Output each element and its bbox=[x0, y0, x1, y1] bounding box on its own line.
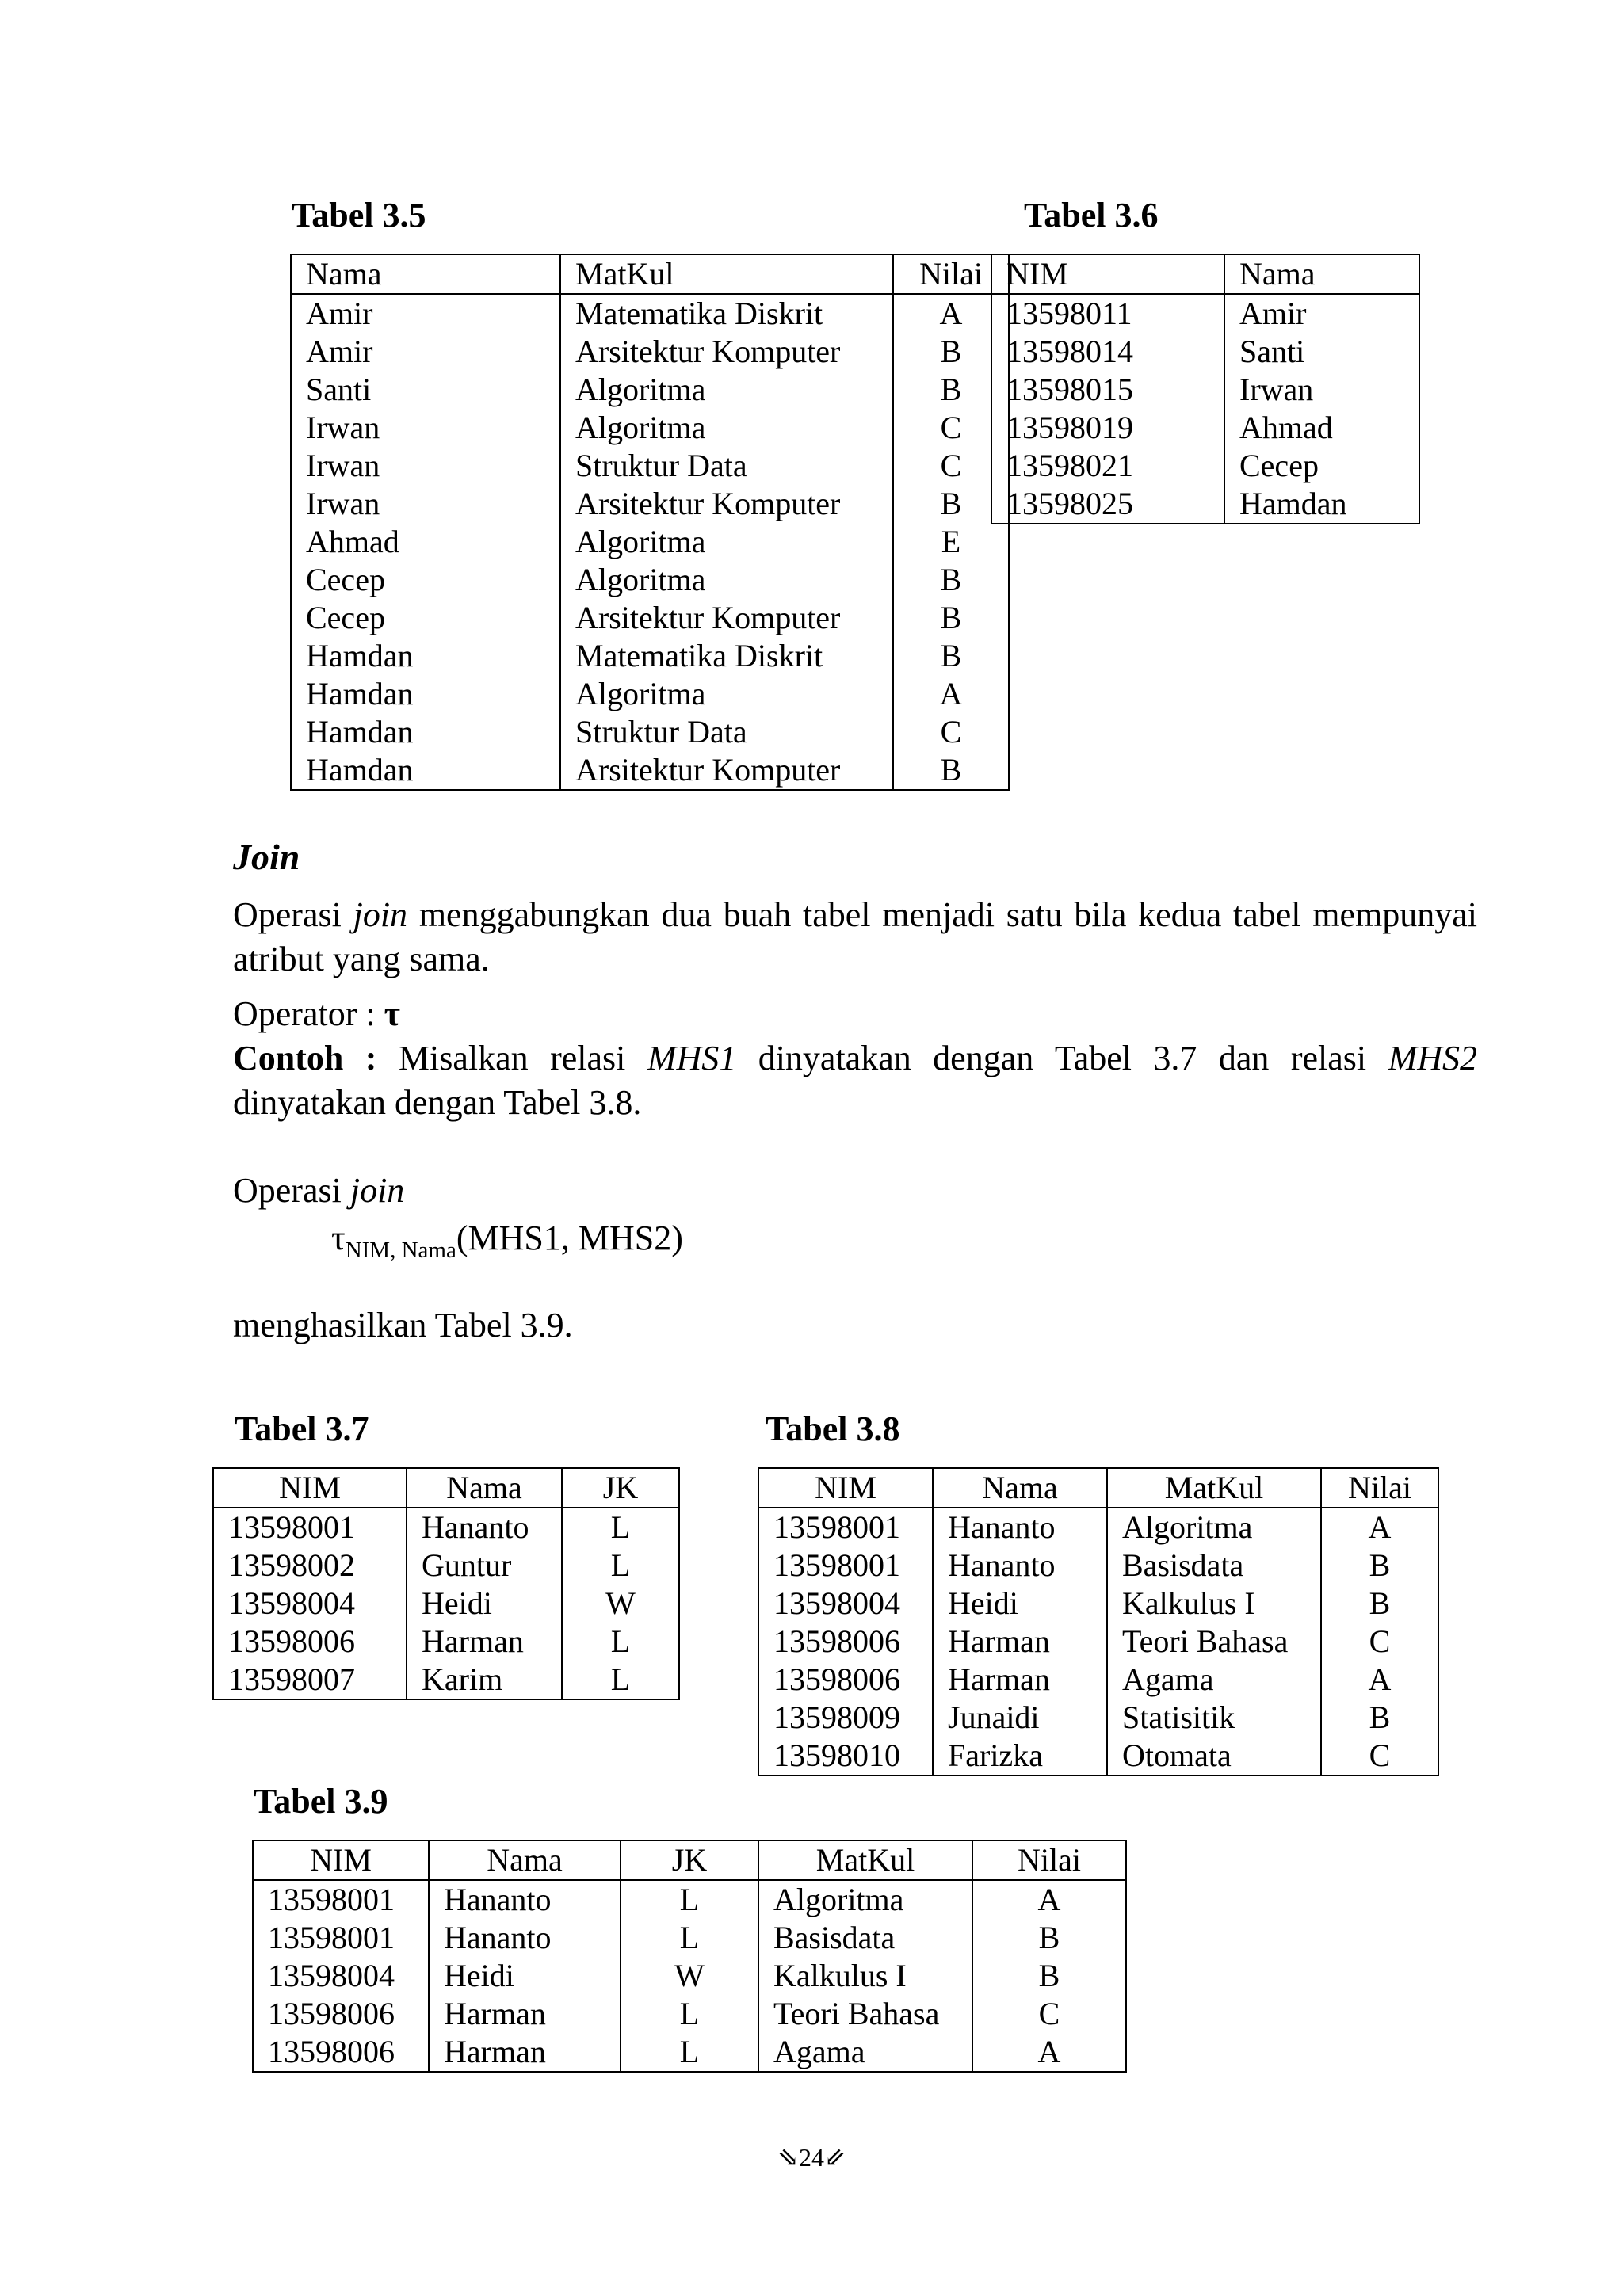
table-cell: B bbox=[893, 751, 1009, 790]
table-row bbox=[213, 1661, 679, 1699]
table-cell: Algoritma bbox=[560, 371, 893, 409]
table-cell: Ahmad bbox=[1224, 409, 1419, 447]
table-cell: L bbox=[621, 1995, 758, 2033]
column-header: Nama bbox=[407, 1468, 562, 1508]
table-cell: 13598006 bbox=[213, 1623, 407, 1661]
table-cell: Irwan bbox=[291, 447, 560, 485]
table-3-8-caption: Tabel 3.8 bbox=[766, 1409, 900, 1448]
table-cell: 13598011 bbox=[991, 294, 1224, 333]
table-cell: L bbox=[562, 1623, 679, 1661]
table-cell: W bbox=[562, 1585, 679, 1623]
table-row bbox=[253, 1880, 1126, 1919]
join-description-a: Operasi bbox=[233, 895, 353, 934]
table-3-9 bbox=[252, 1840, 1127, 2073]
table-row bbox=[758, 1585, 1438, 1623]
column-header: Nilai bbox=[893, 254, 1009, 294]
join-heading: Join bbox=[233, 837, 300, 877]
column-header: Nilai bbox=[972, 1840, 1126, 1880]
table-row bbox=[991, 371, 1419, 409]
table-cell: Irwan bbox=[1224, 371, 1419, 409]
table-cell: Agama bbox=[758, 2033, 972, 2072]
table-cell: C bbox=[1321, 1737, 1438, 1775]
operator-symbol: τ bbox=[384, 994, 400, 1033]
column-header: Nama bbox=[429, 1840, 621, 1880]
table-cell: 13598015 bbox=[991, 371, 1224, 409]
table-3-9-caption: Tabel 3.9 bbox=[254, 1782, 388, 1821]
contoh-mhs2: MHS2 bbox=[1388, 1039, 1477, 1077]
table-row bbox=[291, 713, 1009, 751]
table-cell: A bbox=[1321, 1661, 1438, 1699]
table-cell: 13598006 bbox=[758, 1661, 933, 1699]
table-cell: C bbox=[1321, 1623, 1438, 1661]
column-header: Nilai bbox=[1321, 1468, 1438, 1508]
table-3-7-caption: Tabel 3.7 bbox=[235, 1409, 369, 1448]
table-cell: 13598004 bbox=[758, 1585, 933, 1623]
column-header: JK bbox=[621, 1840, 758, 1880]
table-cell: C bbox=[893, 409, 1009, 447]
table-row bbox=[213, 1623, 679, 1661]
table-cell: B bbox=[1321, 1585, 1438, 1623]
operasi-join-line bbox=[233, 1169, 404, 1213]
table-cell: L bbox=[621, 2033, 758, 2072]
table-cell: Hananto bbox=[429, 1880, 621, 1919]
table-row bbox=[291, 485, 1009, 523]
table-cell: Arsitektur Komputer bbox=[560, 751, 893, 790]
table-cell: A bbox=[893, 675, 1009, 713]
table-cell: Arsitektur Komputer bbox=[560, 599, 893, 637]
page-number: ⇘24⇙ bbox=[777, 2143, 846, 2172]
table-cell: Otomata bbox=[1107, 1737, 1321, 1775]
table-3-6-caption: Tabel 3.6 bbox=[1024, 196, 1159, 235]
table-3-5-caption: Tabel 3.5 bbox=[292, 196, 426, 235]
table-cell: B bbox=[893, 485, 1009, 523]
join-description-b: menggabungkan dua buah tabel menjadi satu bila kedua tabel mempunyai atribut yang sama. bbox=[233, 895, 1477, 978]
table-cell: 13598006 bbox=[253, 2033, 429, 2072]
table-cell: Heidi bbox=[429, 1957, 621, 1995]
table-cell: W bbox=[621, 1957, 758, 1995]
table-cell: Hananto bbox=[933, 1547, 1107, 1585]
operasi-em: join bbox=[349, 1171, 405, 1210]
table-cell: Hananto bbox=[933, 1508, 1107, 1547]
operator-label: Operator : bbox=[233, 994, 384, 1033]
table-3-6 bbox=[991, 254, 1420, 524]
table-cell: 13598001 bbox=[253, 1919, 429, 1957]
table-cell: Algoritma bbox=[560, 523, 893, 561]
table-cell: A bbox=[1321, 1508, 1438, 1547]
table-cell: Harman bbox=[933, 1623, 1107, 1661]
table-row bbox=[758, 1508, 1438, 1547]
join-formula bbox=[331, 1216, 683, 1272]
table-cell: Irwan bbox=[291, 409, 560, 447]
column-header: Nama bbox=[933, 1468, 1107, 1508]
table-row bbox=[991, 485, 1419, 524]
table-cell: L bbox=[562, 1508, 679, 1547]
table-row bbox=[291, 371, 1009, 409]
result-line: menghasilkan Tabel 3.9. bbox=[233, 1306, 573, 1344]
table-cell: 13598001 bbox=[213, 1508, 407, 1547]
table-cell: Arsitektur Komputer bbox=[560, 485, 893, 523]
table-cell: Cecep bbox=[291, 561, 560, 599]
table-cell: Hamdan bbox=[291, 751, 560, 790]
table-cell: Struktur Data bbox=[560, 447, 893, 485]
table-cell: E bbox=[893, 523, 1009, 561]
table-cell: Matematika Diskrit bbox=[560, 637, 893, 675]
contoh-c: dinyatakan dengan Tabel 3.8. bbox=[233, 1083, 642, 1122]
table-cell: B bbox=[1321, 1547, 1438, 1585]
table-row bbox=[991, 294, 1419, 333]
table-cell: 13598001 bbox=[253, 1880, 429, 1919]
table-cell: Algoritma bbox=[758, 1880, 972, 1919]
table-header-row bbox=[291, 254, 1009, 294]
table-row bbox=[291, 333, 1009, 371]
table-cell: Harman bbox=[429, 1995, 621, 2033]
table-cell: B bbox=[893, 637, 1009, 675]
table-cell: L bbox=[562, 1547, 679, 1585]
table-cell: Karim bbox=[407, 1661, 562, 1699]
table-cell: L bbox=[562, 1661, 679, 1699]
table-cell: B bbox=[972, 1919, 1126, 1957]
table-cell: Harman bbox=[429, 2033, 621, 2072]
table-row bbox=[291, 523, 1009, 561]
table-cell: B bbox=[893, 599, 1009, 637]
table-cell: Irwan bbox=[291, 485, 560, 523]
table-cell: C bbox=[893, 447, 1009, 485]
table-cell: Matematika Diskrit bbox=[560, 294, 893, 333]
table-row bbox=[253, 1919, 1126, 1957]
table-3-5 bbox=[290, 254, 1010, 791]
table-cell: 13598001 bbox=[758, 1547, 933, 1585]
table-cell: L bbox=[621, 1919, 758, 1957]
table-cell: A bbox=[972, 2033, 1126, 2072]
column-header: Nama bbox=[1224, 254, 1419, 294]
column-header: NIM bbox=[991, 254, 1224, 294]
table-cell: C bbox=[893, 713, 1009, 751]
table-cell: Santi bbox=[1224, 333, 1419, 371]
table-row bbox=[291, 751, 1009, 790]
table-cell: Hananto bbox=[429, 1919, 621, 1957]
table-cell: Ahmad bbox=[291, 523, 560, 561]
table-cell: Struktur Data bbox=[560, 713, 893, 751]
table-cell: Cecep bbox=[1224, 447, 1419, 485]
table-3-7 bbox=[212, 1467, 680, 1700]
table-row bbox=[253, 2033, 1126, 2072]
table-cell: Algoritma bbox=[560, 561, 893, 599]
formula-tau: τ bbox=[331, 1219, 346, 1257]
table-header-row bbox=[991, 254, 1419, 294]
table-cell: Agama bbox=[1107, 1661, 1321, 1699]
table-cell: Hamdan bbox=[1224, 485, 1419, 524]
contoh-a: Misalkan relasi bbox=[376, 1039, 647, 1077]
table-cell: 13598025 bbox=[991, 485, 1224, 524]
table-header-row bbox=[253, 1840, 1126, 1880]
join-description bbox=[233, 893, 1477, 982]
table-cell: Hamdan bbox=[291, 637, 560, 675]
table-cell: C bbox=[972, 1995, 1126, 2033]
table-cell: B bbox=[1321, 1699, 1438, 1737]
table-header-row bbox=[758, 1468, 1438, 1508]
table-cell: Junaidi bbox=[933, 1699, 1107, 1737]
table-cell: 13598002 bbox=[213, 1547, 407, 1585]
column-header: JK bbox=[562, 1468, 679, 1508]
table-cell: B bbox=[893, 371, 1009, 409]
table-row bbox=[291, 675, 1009, 713]
table-row bbox=[291, 447, 1009, 485]
table-cell: Hananto bbox=[407, 1508, 562, 1547]
table-cell: Basisdata bbox=[758, 1919, 972, 1957]
table-row bbox=[758, 1623, 1438, 1661]
table-cell: 13598009 bbox=[758, 1699, 933, 1737]
table-cell: 13598001 bbox=[758, 1508, 933, 1547]
table-cell: Amir bbox=[291, 294, 560, 333]
table-cell: A bbox=[972, 1880, 1126, 1919]
table-cell: 13598004 bbox=[213, 1585, 407, 1623]
table-cell: Hamdan bbox=[291, 675, 560, 713]
table-row bbox=[291, 409, 1009, 447]
table-cell: L bbox=[621, 1880, 758, 1919]
table-cell: Harman bbox=[933, 1661, 1107, 1699]
table-cell: B bbox=[972, 1957, 1126, 1995]
column-header: NIM bbox=[213, 1468, 407, 1508]
table-cell: 13598010 bbox=[758, 1737, 933, 1775]
table-row bbox=[291, 294, 1009, 333]
table-cell: Basisdata bbox=[1107, 1547, 1321, 1585]
table-row bbox=[991, 333, 1419, 371]
table-row bbox=[291, 599, 1009, 637]
table-cell: 13598007 bbox=[213, 1661, 407, 1699]
table-cell: Statisitik bbox=[1107, 1699, 1321, 1737]
table-row bbox=[253, 1995, 1126, 2033]
table-cell: A bbox=[893, 294, 1009, 333]
table-cell: Heidi bbox=[933, 1585, 1107, 1623]
table-cell: Amir bbox=[291, 333, 560, 371]
table-cell: 13598004 bbox=[253, 1957, 429, 1995]
table-cell: Heidi bbox=[407, 1585, 562, 1623]
table-cell: 13598006 bbox=[253, 1995, 429, 2033]
table-cell: Algoritma bbox=[560, 675, 893, 713]
table-cell: Teori Bahasa bbox=[1107, 1623, 1321, 1661]
table-cell: B bbox=[893, 333, 1009, 371]
table-cell: Cecep bbox=[291, 599, 560, 637]
contoh-label: Contoh : bbox=[233, 1039, 377, 1077]
table-cell: 13598006 bbox=[758, 1623, 933, 1661]
operator-line bbox=[233, 992, 400, 1036]
table-row bbox=[291, 561, 1009, 599]
table-cell: Kalkulus I bbox=[758, 1957, 972, 1995]
column-header: MatKul bbox=[758, 1840, 972, 1880]
column-header: NIM bbox=[253, 1840, 429, 1880]
table-row bbox=[991, 447, 1419, 485]
operasi-label: Operasi bbox=[233, 1171, 350, 1210]
table-cell: 13598014 bbox=[991, 333, 1224, 371]
formula-subscript: NIM, Nama bbox=[345, 1238, 456, 1263]
table-cell: Amir bbox=[1224, 294, 1419, 333]
table-row bbox=[213, 1508, 679, 1547]
table-row bbox=[758, 1661, 1438, 1699]
table-cell: B bbox=[893, 561, 1009, 599]
table-row bbox=[291, 637, 1009, 675]
table-row bbox=[758, 1737, 1438, 1775]
table-cell: Algoritma bbox=[560, 409, 893, 447]
table-cell: Teori Bahasa bbox=[758, 1995, 972, 2033]
table-cell: Guntur bbox=[407, 1547, 562, 1585]
table-3-8 bbox=[758, 1467, 1439, 1776]
table-row bbox=[758, 1547, 1438, 1585]
formula-args: (MHS1, MHS2) bbox=[456, 1219, 683, 1257]
table-header-row bbox=[213, 1468, 679, 1508]
table-row bbox=[213, 1585, 679, 1623]
column-header: MatKul bbox=[1107, 1468, 1321, 1508]
contoh-b: dinyatakan dengan Tabel 3.7 dan relasi bbox=[736, 1039, 1388, 1077]
table-cell: Harman bbox=[407, 1623, 562, 1661]
table-row bbox=[213, 1547, 679, 1585]
table-cell: Arsitektur Komputer bbox=[560, 333, 893, 371]
table-cell: Algoritma bbox=[1107, 1508, 1321, 1547]
column-header: MatKul bbox=[560, 254, 893, 294]
contoh-paragraph bbox=[233, 1036, 1477, 1125]
table-cell: Hamdan bbox=[291, 713, 560, 751]
table-cell: Santi bbox=[291, 371, 560, 409]
column-header: NIM bbox=[758, 1468, 933, 1508]
column-header: Nama bbox=[291, 254, 560, 294]
table-cell: 13598019 bbox=[991, 409, 1224, 447]
table-row bbox=[758, 1699, 1438, 1737]
table-cell: 13598021 bbox=[991, 447, 1224, 485]
table-cell: Kalkulus I bbox=[1107, 1585, 1321, 1623]
table-cell: Farizka bbox=[933, 1737, 1107, 1775]
contoh-mhs1: MHS1 bbox=[647, 1039, 737, 1077]
table-row bbox=[991, 409, 1419, 447]
table-row bbox=[253, 1957, 1126, 1995]
join-description-em: join bbox=[353, 895, 408, 934]
